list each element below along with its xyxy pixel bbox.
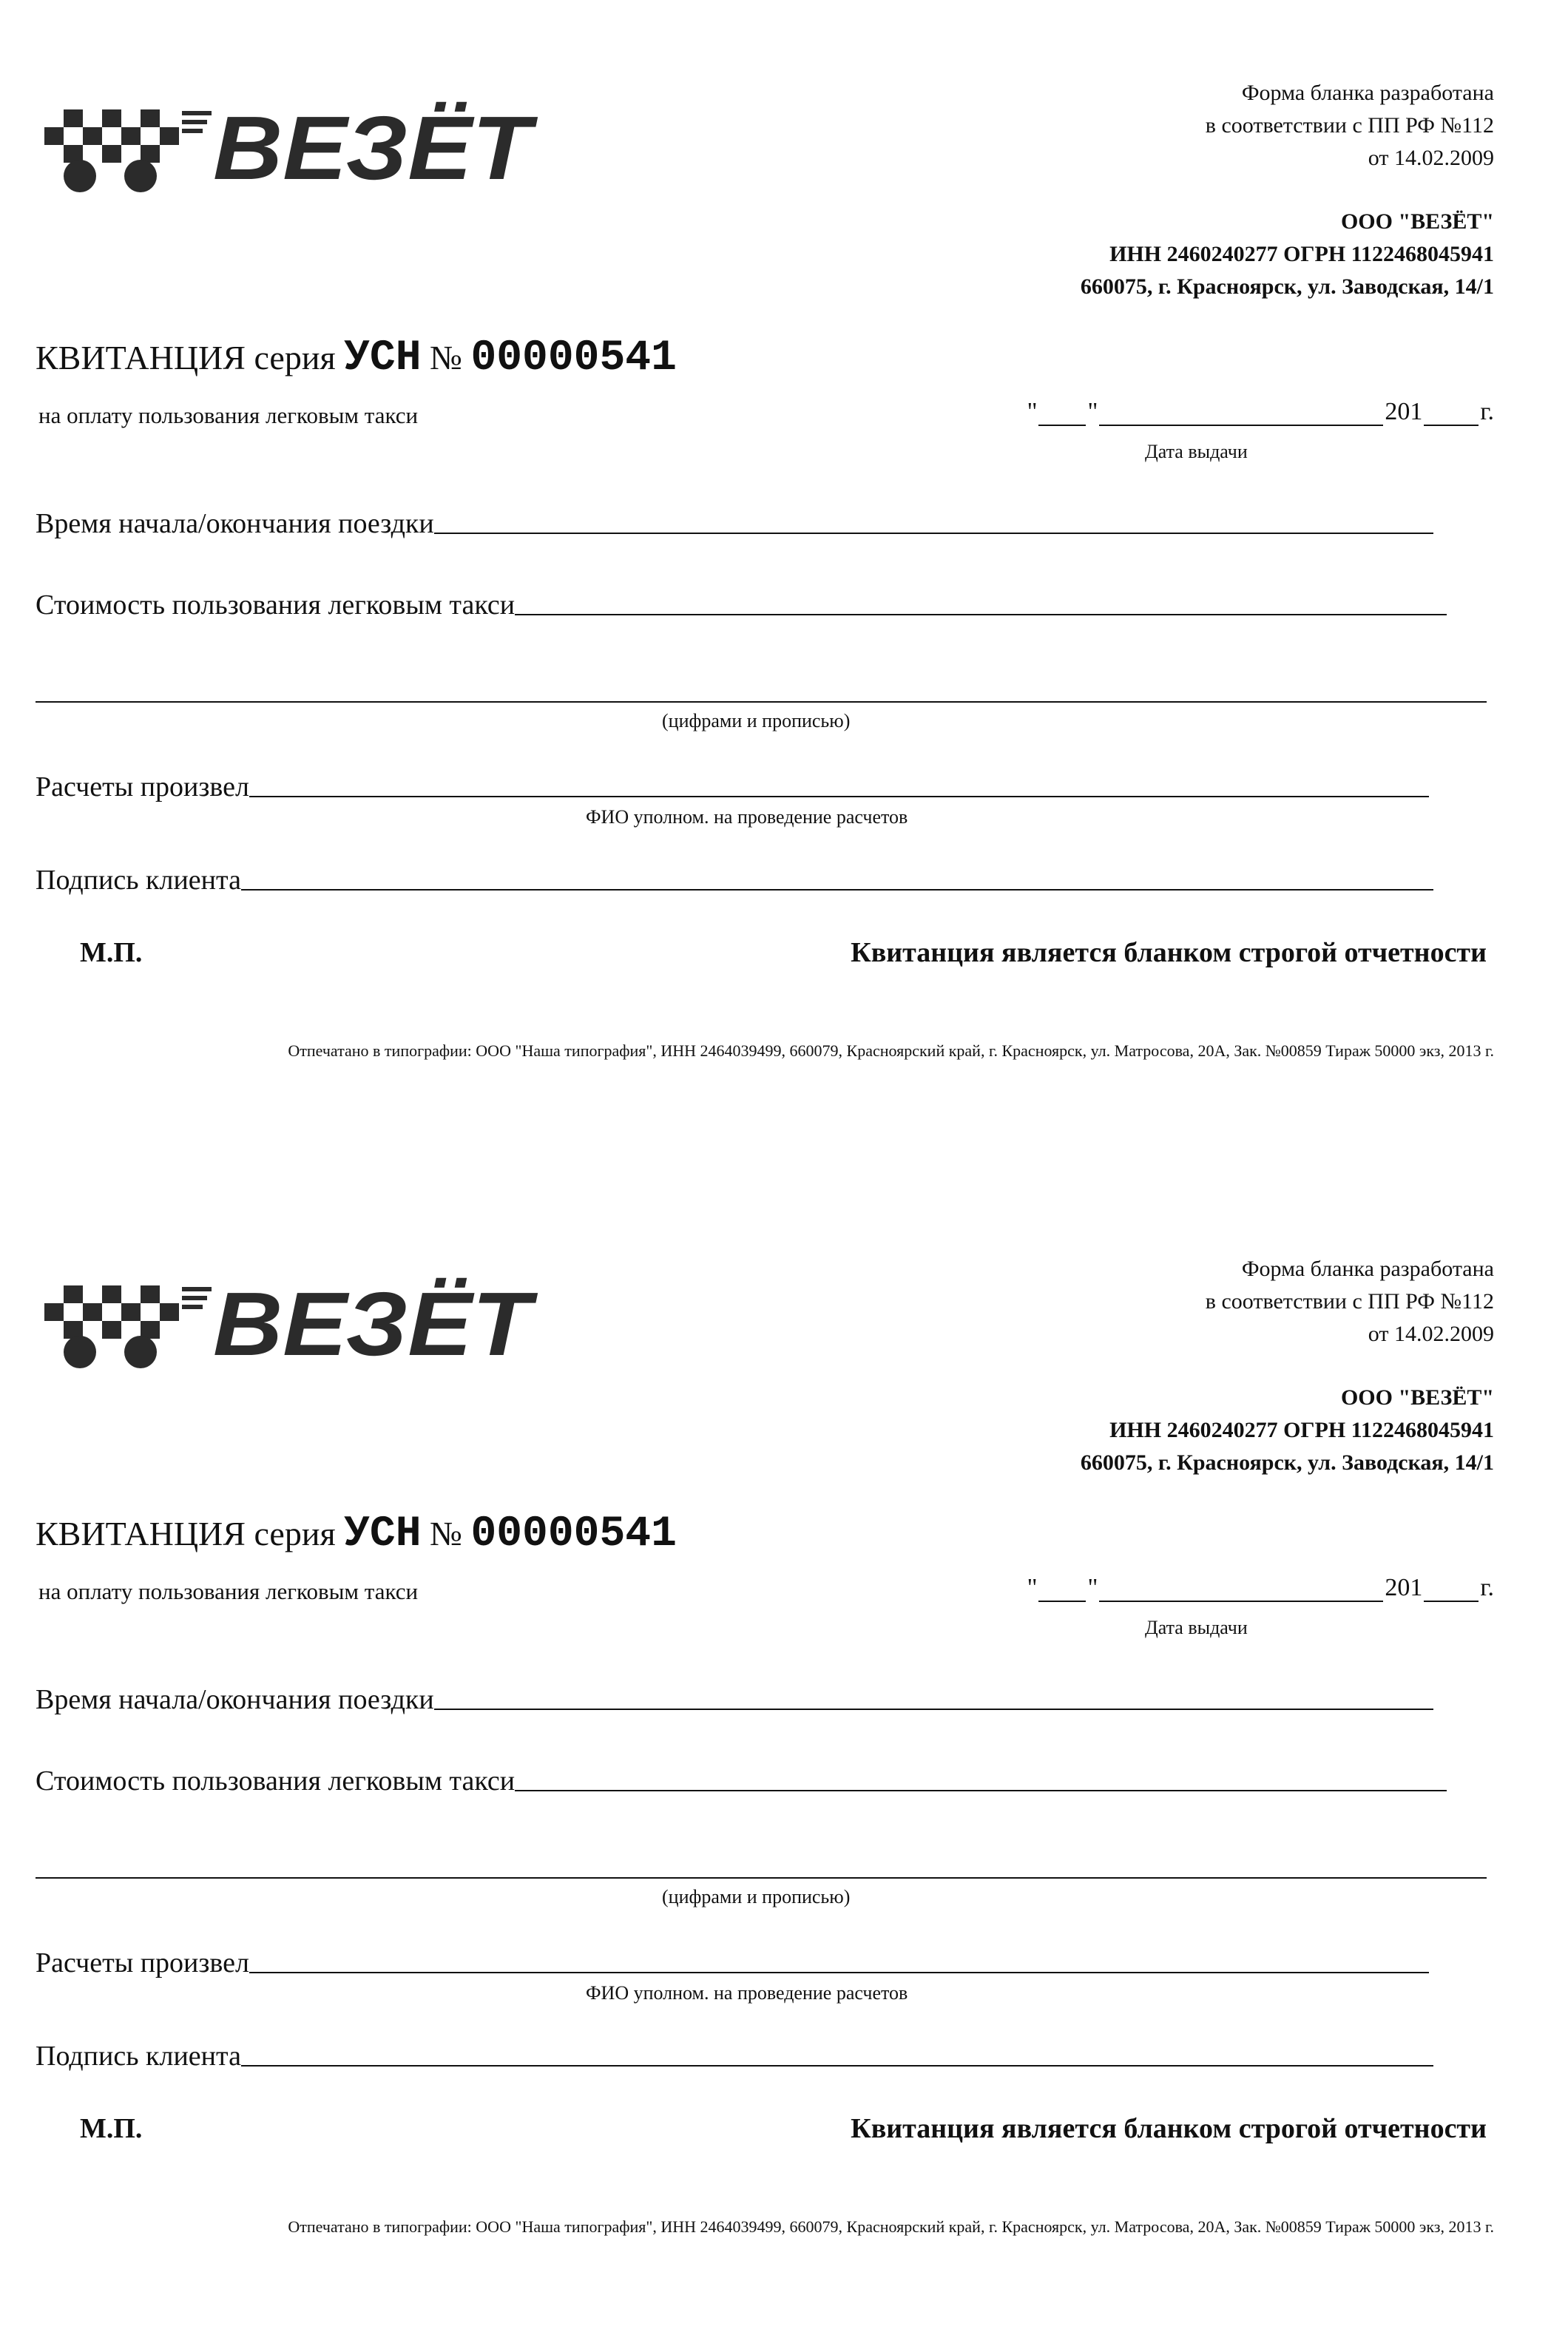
day-blank[interactable]	[1038, 1575, 1086, 1602]
svg-text:ВЕЗЁТ: ВЕЗЁТ	[213, 1274, 539, 1374]
quote-open: "	[1027, 398, 1038, 425]
sum-words-field[interactable]	[36, 679, 1487, 709]
client-signature-field[interactable]	[36, 864, 1433, 896]
printing-note: Отпечатано в типографии: ООО "Наша типография", ИНН 2464039499, 660079, Красноярский край, г. Красноярск, ул. Матросова, 20А, Зак. №00859 Тираж 50000 экз, 2013 г.	[288, 2217, 1494, 2236]
date-caption: Дата выдачи	[1145, 441, 1248, 462]
trip-time-field[interactable]	[36, 1683, 1433, 1716]
year-suffix: г.	[1480, 398, 1494, 425]
quote-close: "	[1087, 1574, 1098, 1601]
cashier-field[interactable]	[36, 771, 1429, 803]
stamp-place: М.П.	[80, 2113, 143, 2144]
cashier-label: Расчеты произвел	[36, 1947, 249, 1978]
strict-reporting-note: Квитанция является бланком строгой отчетности	[851, 937, 1487, 968]
sum-words-field[interactable]	[36, 1855, 1487, 1885]
org-name: ООО "ВЕЗЁТ"	[1340, 209, 1494, 234]
receipt-bottom	[0, 1176, 1568, 2352]
form-note	[1206, 77, 1494, 175]
quote-open: "	[1027, 1574, 1038, 1601]
trip-time-line[interactable]	[434, 527, 1433, 534]
trip-time-line[interactable]	[434, 1703, 1433, 1710]
org-name: ООО "ВЕЗЁТ"	[1340, 1385, 1494, 1410]
receipt-title	[36, 1510, 677, 1558]
client-signature-field[interactable]	[36, 2040, 1433, 2072]
form-note-line: от 14.02.2009	[1368, 1322, 1494, 1346]
vezet-logo	[37, 96, 540, 200]
stamp-place: М.П.	[80, 937, 143, 968]
year-prefix: 201	[1385, 398, 1423, 425]
trip-time-field[interactable]	[36, 507, 1433, 540]
year-blank[interactable]	[1424, 399, 1479, 426]
month-blank[interactable]	[1099, 399, 1383, 426]
receipt-subtitle: на оплату пользования легковым такси	[38, 1578, 419, 1604]
date-caption: Дата выдачи	[1145, 1617, 1248, 1638]
trip-time-label: Время начала/окончания поездки	[36, 508, 434, 539]
form-note-line: Форма бланка разработана	[1241, 1257, 1494, 1281]
cashier-line[interactable]	[249, 1966, 1429, 1973]
form-note-line: в соответствии с ПП РФ №112	[1205, 113, 1494, 138]
cashier-label: Расчеты произвел	[36, 771, 249, 802]
trip-time-label: Время начала/окончания поездки	[36, 1684, 434, 1715]
cashier-field[interactable]	[36, 1947, 1429, 1979]
form-note-line: от 14.02.2009	[1368, 146, 1494, 170]
printing-note: Отпечатано в типографии: ООО "Наша типография", ИНН 2464039499, 660079, Красноярский край, г. Красноярск, ул. Матросова, 20А, Зак. №00859 Тираж 50000 экз, 2013 г.	[288, 1041, 1494, 1060]
sum-caption: (цифрами и прописью)	[662, 710, 851, 731]
cost-field[interactable]	[36, 1765, 1447, 1797]
cashier-line[interactable]	[249, 790, 1429, 797]
year-suffix: г.	[1480, 1574, 1494, 1601]
year-prefix: 201	[1385, 1574, 1423, 1601]
cost-field[interactable]	[36, 589, 1447, 621]
quote-close: "	[1087, 398, 1098, 425]
svg-text:ВЕЗЁТ: ВЕЗЁТ	[213, 98, 539, 198]
org-address: 660075, г. Красноярск, ул. Заводская, 14/1	[1080, 274, 1494, 299]
title-word: КВИТАНЦИЯ серия	[36, 339, 336, 376]
issue-date-field[interactable]	[1027, 1574, 1494, 1602]
cost-line[interactable]	[515, 1784, 1447, 1791]
receipt-subtitle: на оплату пользования легковым такси	[38, 402, 419, 428]
number-sign: №	[430, 339, 462, 376]
client-signature-line[interactable]	[241, 2059, 1433, 2067]
issue-date-field[interactable]	[1027, 398, 1494, 426]
cashier-caption: ФИО уполном. на проведение расчетов	[586, 806, 908, 828]
sum-words-line[interactable]	[36, 695, 1487, 703]
receipt-title	[36, 334, 677, 382]
year-blank[interactable]	[1424, 1575, 1479, 1602]
sum-caption: (цифрами и прописью)	[662, 1886, 851, 1907]
org-ids: ИНН 2460240277 ОГРН 1122468045941	[1109, 1418, 1494, 1442]
day-blank[interactable]	[1038, 399, 1086, 426]
organization-info	[1081, 206, 1494, 303]
form-note-line: в соответствии с ПП РФ №112	[1205, 1289, 1494, 1314]
org-address: 660075, г. Красноярск, ул. Заводская, 14/1	[1080, 1450, 1494, 1475]
cost-label: Стоимость пользования легковым такси	[36, 1765, 516, 1797]
client-signature-label: Подпись клиента	[36, 865, 241, 896]
vezet-logo	[37, 1272, 540, 1376]
title-word: КВИТАНЦИЯ серия	[36, 1515, 336, 1552]
cost-line[interactable]	[515, 608, 1447, 615]
org-ids: ИНН 2460240277 ОГРН 1122468045941	[1109, 242, 1494, 266]
cashier-caption: ФИО уполном. на проведение расчетов	[586, 1982, 908, 2004]
sum-words-line[interactable]	[36, 1871, 1487, 1879]
client-signature-label: Подпись клиента	[36, 2041, 241, 2072]
number-sign: №	[430, 1515, 462, 1552]
series-code: УСН	[344, 334, 422, 382]
organization-info	[1081, 1382, 1494, 1479]
receipt-number: 00000541	[470, 334, 677, 382]
strict-reporting-note: Квитанция является бланком строгой отчетности	[851, 2113, 1487, 2144]
series-code: УСН	[344, 1510, 422, 1558]
client-signature-line[interactable]	[241, 883, 1433, 891]
form-note	[1206, 1253, 1494, 1351]
cost-label: Стоимость пользования легковым такси	[36, 589, 516, 621]
receipt-number: 00000541	[470, 1510, 677, 1558]
month-blank[interactable]	[1099, 1575, 1383, 1602]
form-note-line: Форма бланка разработана	[1241, 81, 1494, 105]
